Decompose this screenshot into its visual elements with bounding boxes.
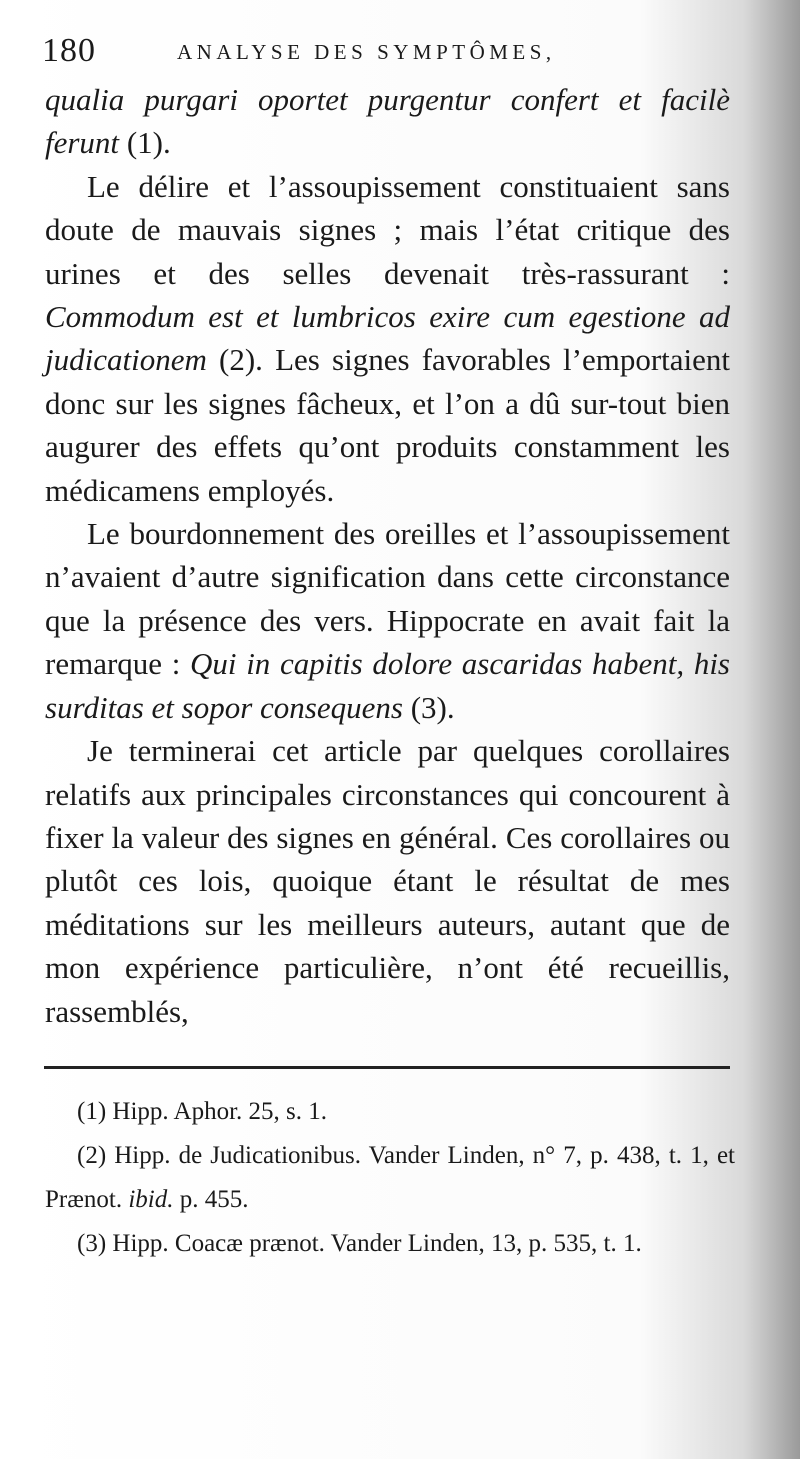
running-head: ANALYSE DES SYMPTÔMES,	[177, 40, 556, 64]
footnote-rule	[44, 1066, 730, 1069]
footnote-1: (1) Hipp. Aphor. 25, s. 1.	[77, 1098, 327, 1125]
text-run: Le bourdonnement des oreilles et l’assoupissement n’avaient d’autre signification dans cette circonstance que la présence des vers. Hippocrate en avait fait la remarque :	[45, 516, 730, 682]
latin-quote: qualia purgari oportet purgentur confert et facilè ferunt	[45, 82, 730, 161]
italic-run: ibid.	[128, 1186, 174, 1213]
body-text	[45, 78, 730, 1033]
latin-quote: Commodum est et lumbricos exire cum egestione ad judicationem	[45, 299, 730, 378]
text-run: Le délire et l’assoupissement constituaient sans doute de mauvais signes ; mais l’état critique des urines et des selles devenait très-rassurant :	[45, 168, 730, 291]
text-run: Je terminerai cet article par quelques corollaires relatifs aux principales circonstances qui concourent à fixer la valeur des signes en général. Ces corollaires ou plutôt ces lois, quoique étant le résultat de mes méditations sur les meilleurs auteurs, autant que de mon expérience particulière, n’ont été recueillis, rassemblés,	[45, 733, 730, 1029]
paragraph-continuation	[45, 78, 730, 165]
page-header	[42, 28, 742, 76]
page-number: 180	[42, 32, 96, 69]
paragraph	[45, 512, 730, 729]
text-run: (2). Les signes favorables l’emportaient donc sur les signes fâcheux, et l’on a dû sur-tout bien augurer des effets qu’ont produits constamment les médicamens employés.	[45, 342, 730, 508]
latin-quote: Qui in capitis dolore ascaridas habent, his surditas et sopor consequens	[45, 646, 730, 725]
text-run: p. 455.	[173, 1186, 249, 1213]
text-run: (3).	[402, 689, 455, 725]
text-run: (1).	[119, 125, 171, 161]
footnote-3: (3) Hipp. Coacæ prænot. Vander Linden, 13, p. 535, t. 1.	[77, 1230, 642, 1257]
paragraph	[45, 729, 730, 1033]
footnote-2	[45, 1134, 735, 1222]
text-run: (2) Hipp. de Judicationibus. Vander Linden, n° 7, p. 438, t. 1, et Prænot.	[45, 1142, 735, 1213]
paragraph	[45, 165, 730, 512]
footnotes	[45, 1090, 735, 1266]
